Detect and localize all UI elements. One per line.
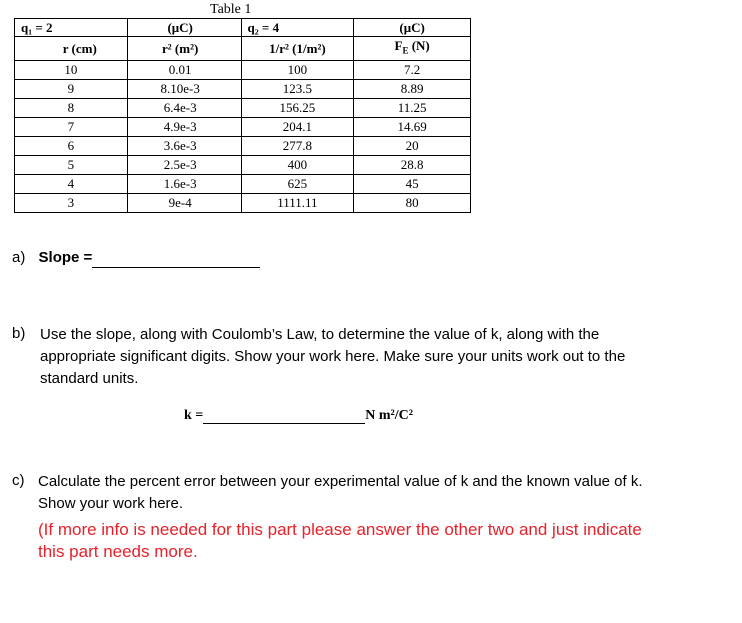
cell-force: 80 [354, 193, 471, 212]
question-b [12, 324, 652, 390]
cell-inverse-r-squared: 625 [241, 174, 354, 193]
table-row [15, 79, 471, 98]
table-row [15, 155, 471, 174]
cell-r: 9 [15, 79, 128, 98]
table-row [15, 136, 471, 155]
cell-r: 7 [15, 117, 128, 136]
header-r: r (cm) [15, 37, 128, 61]
question-c-text: Calculate the percent error between your experimental value of k and the known value of k. Show your work here. [38, 473, 643, 512]
header-q1-unit: (μC) [127, 19, 241, 37]
table-row [15, 117, 471, 136]
table-row [15, 98, 471, 117]
cell-r-squared: 2.5e-3 [127, 155, 241, 174]
slope-answer-line[interactable] [92, 253, 260, 268]
cell-inverse-r-squared: 100 [241, 60, 354, 79]
cell-inverse-r-squared: 156.25 [241, 98, 354, 117]
cell-r: 5 [15, 155, 128, 174]
question-c-note: (If more info is needed for this part please answer the other two and just indicate this part needs more. [38, 520, 642, 561]
force-unit: (N) [408, 38, 430, 53]
table-row [15, 60, 471, 79]
cell-force: 11.25 [354, 98, 471, 117]
question-b-label: b) [12, 325, 26, 342]
cell-r: 6 [15, 136, 128, 155]
cell-force: 14.69 [354, 117, 471, 136]
cell-inverse-r-squared: 204.1 [241, 117, 354, 136]
cell-inverse-r-squared: 277.8 [241, 136, 354, 155]
header-r-squared: r² (m²) [127, 37, 241, 61]
cell-r-squared: 9e-4 [127, 193, 241, 212]
table-header-row-2 [15, 37, 471, 61]
cell-r-squared: 1.6e-3 [127, 174, 241, 193]
data-table [14, 18, 471, 213]
cell-force: 20 [354, 136, 471, 155]
question-c-label: c) [12, 472, 25, 489]
cell-force: 7.2 [354, 60, 471, 79]
force-symbol: F [394, 38, 403, 53]
header-q2-unit: (μC) [354, 19, 471, 37]
table-header-row-1 [15, 19, 471, 37]
question-c [12, 471, 662, 563]
force-subscript: E [402, 45, 409, 56]
cell-r-squared: 8.10e-3 [127, 79, 241, 98]
cell-r: 3 [15, 193, 128, 212]
cell-r: 10 [15, 60, 128, 79]
question-a-label: a) [12, 249, 26, 266]
header-inverse-r-squared: 1/r² (1/m²) [241, 37, 354, 61]
cell-force: 8.89 [354, 79, 471, 98]
question-b-text: Use the slope, along with Coulomb’s Law, to determine the value of k, along with the appropriate significant digits. Show your work here. Make sure your units work out to the standard units. [40, 326, 626, 387]
cell-inverse-r-squared: 1111.11 [241, 193, 354, 212]
cell-r: 8 [15, 98, 128, 117]
cell-r-squared: 4.9e-3 [127, 117, 241, 136]
table-row [15, 174, 471, 193]
slope-label: Slope = [38, 249, 93, 266]
header-force [354, 37, 471, 61]
cell-r-squared: 3.6e-3 [127, 136, 241, 155]
cell-inverse-r-squared: 400 [241, 155, 354, 174]
cell-force: 28.8 [354, 155, 471, 174]
k-answer [184, 408, 413, 424]
cell-r-squared: 6.4e-3 [127, 98, 241, 117]
table-row [15, 193, 471, 212]
cell-inverse-r-squared: 123.5 [241, 79, 354, 98]
cell-r: 4 [15, 174, 128, 193]
k-answer-line[interactable] [203, 409, 365, 424]
cell-force: 45 [354, 174, 471, 193]
question-a [12, 248, 260, 268]
k-units: N m²/C² [365, 408, 413, 423]
cell-r-squared: 0.01 [127, 60, 241, 79]
header-q1: q₁ = 2 [15, 19, 128, 37]
header-q2: q₂ = 4 [241, 19, 354, 37]
table-caption: Table 1 [210, 2, 252, 17]
k-label: k = [184, 408, 204, 423]
